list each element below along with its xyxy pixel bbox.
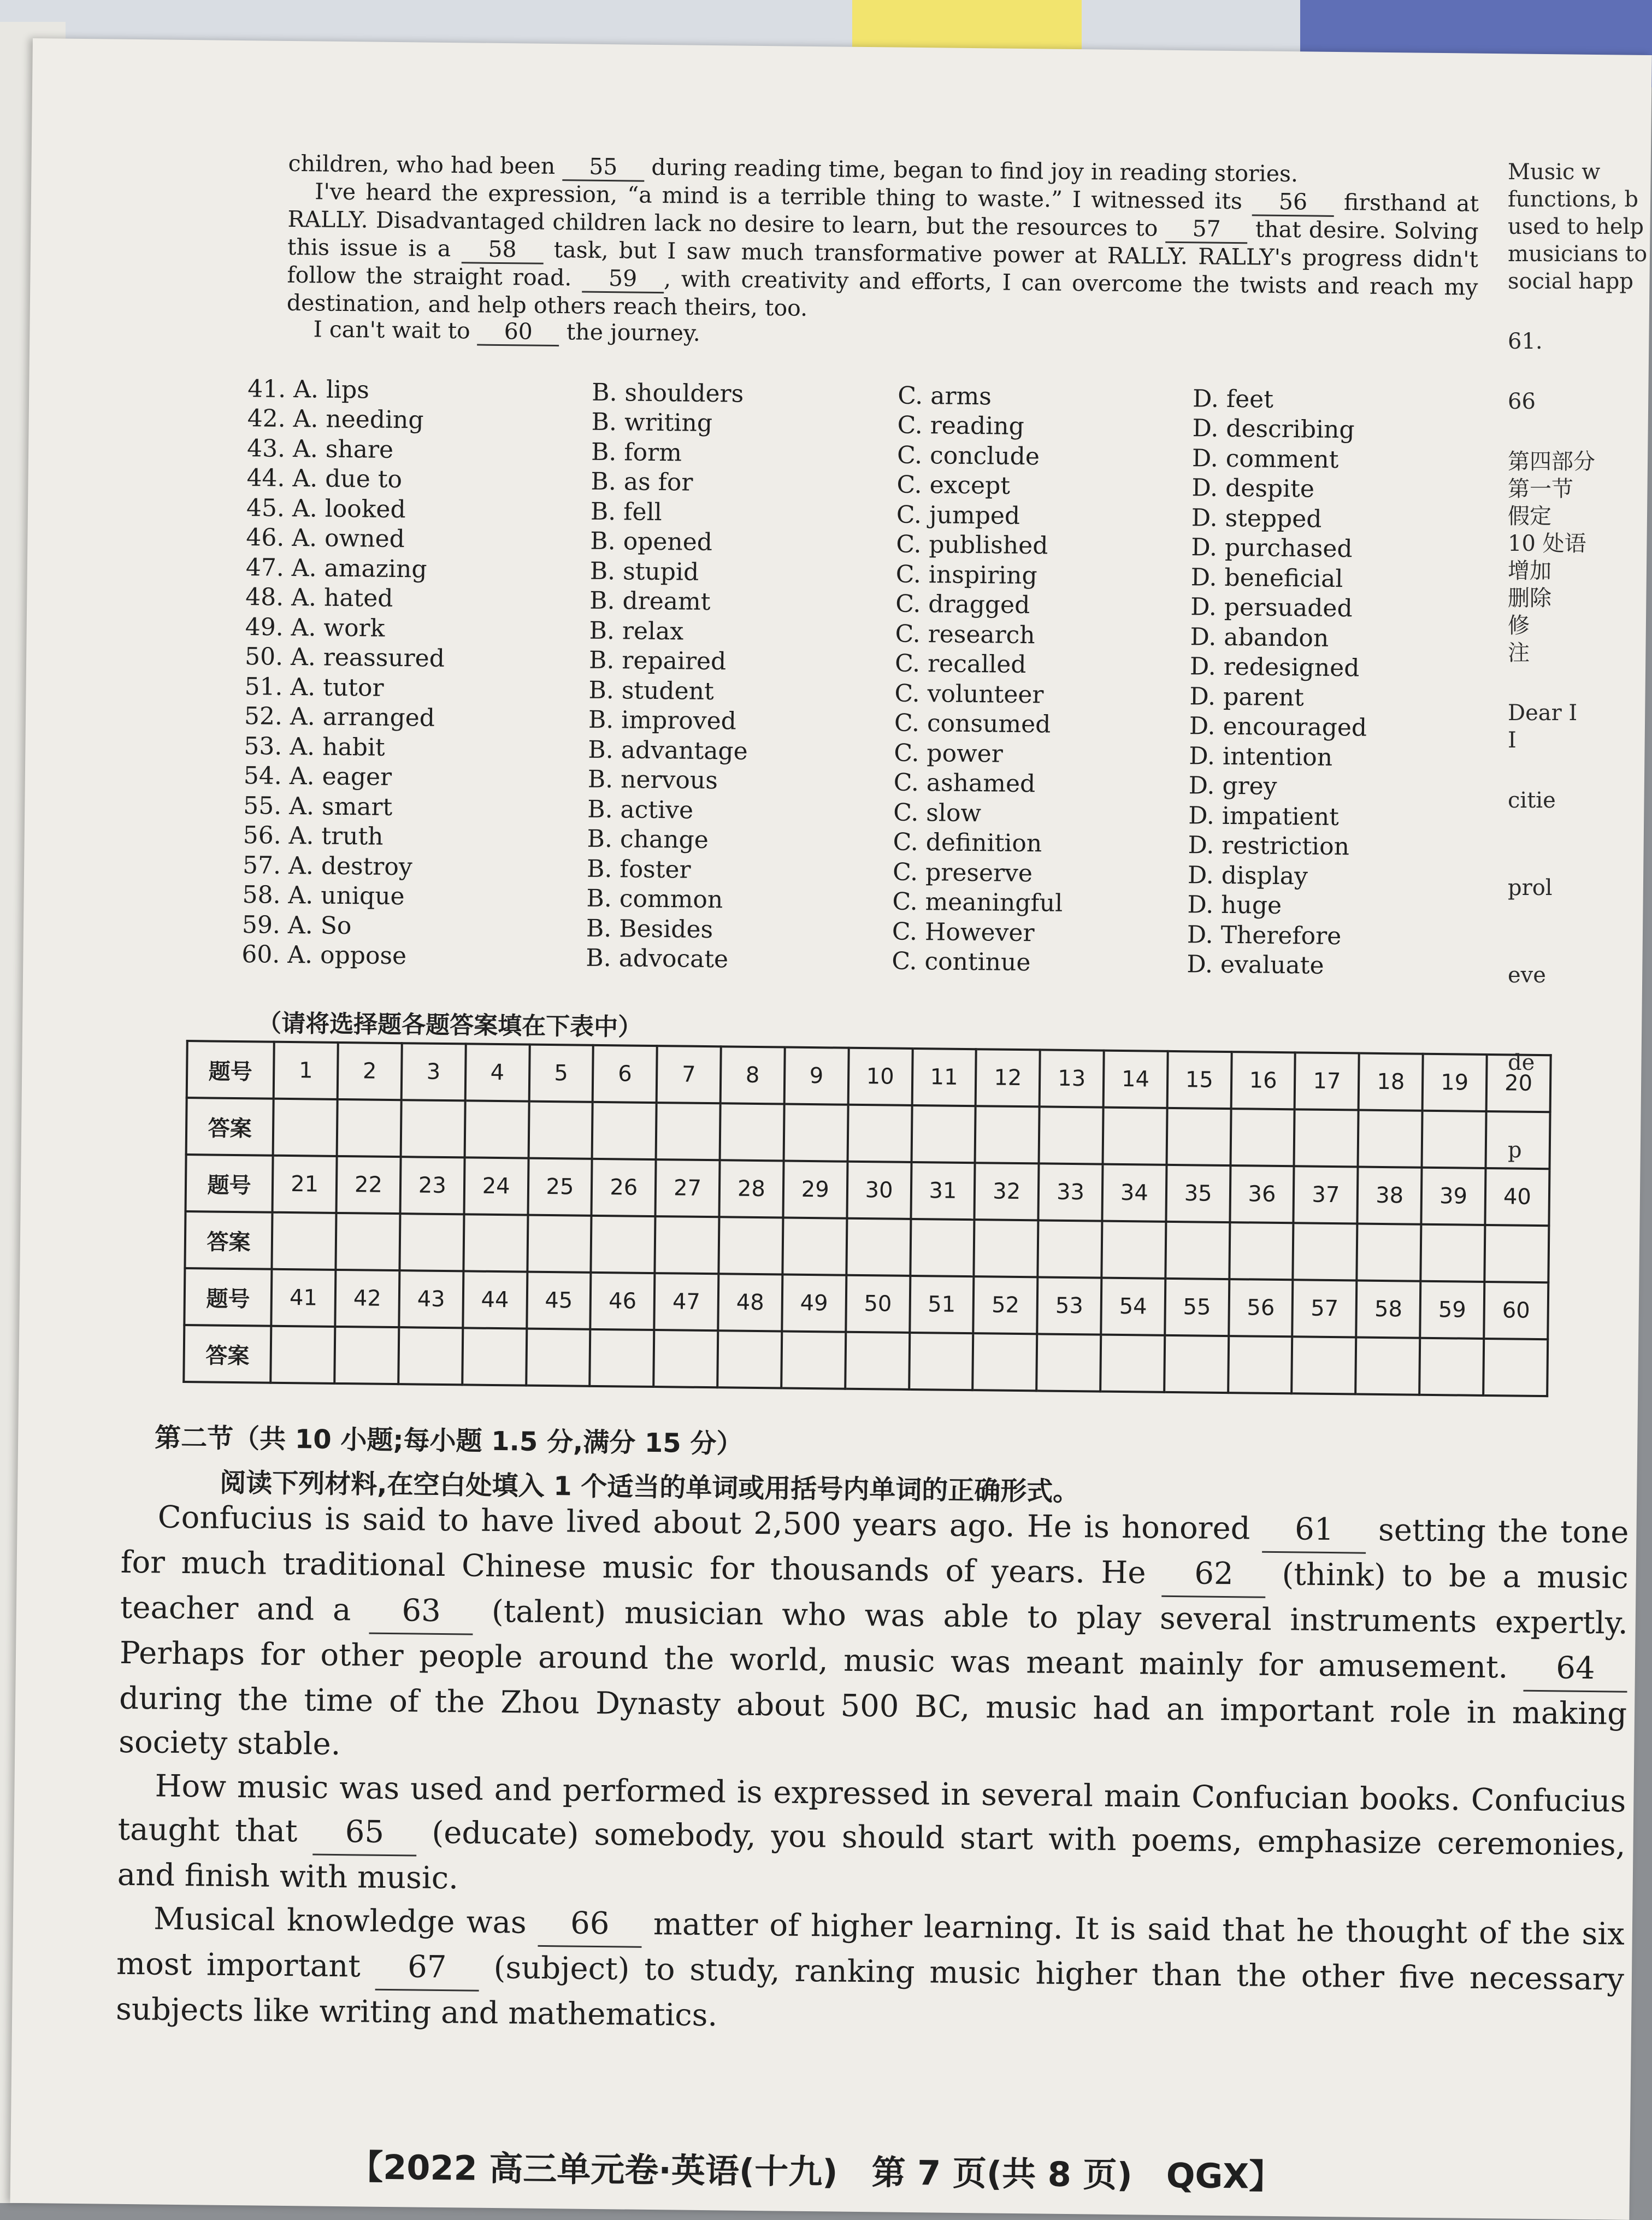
option-d[interactable]: D. describing [1192, 414, 1355, 444]
grammar-fill-passage [116, 1495, 1629, 2047]
grammar-paragraph-2: How music was used and performed is expressed in several main Confucian books. Confucius taught that 65 (educate) somebody, you should start with poems, emphasize ceremonies, and finish with music. [117, 1768, 1626, 1897]
answer-cell[interactable] [911, 1105, 976, 1163]
question-number-cell: 10 [848, 1048, 912, 1105]
option-c[interactable]: C. However [892, 917, 1035, 947]
answer-cell[interactable] [1419, 1338, 1484, 1395]
option-d[interactable]: D. evaluate [1187, 950, 1324, 980]
question-number-cell: 39 [1421, 1168, 1486, 1225]
answer-cell[interactable] [1292, 1336, 1356, 1394]
answer-cell[interactable] [1101, 1221, 1166, 1279]
question-number-cell: 1 [274, 1042, 338, 1099]
answer-cell[interactable] [1422, 1111, 1486, 1168]
question-number-cell: 11 [912, 1049, 976, 1106]
option-b[interactable]: B. change [587, 825, 709, 855]
option-a[interactable]: 42. A. needing [247, 404, 424, 434]
question-number-cell: 12 [976, 1049, 1040, 1106]
option-b[interactable]: B. Besides [586, 914, 713, 944]
option-d[interactable]: D. intention [1189, 741, 1333, 772]
question-number-cell: 5 [529, 1045, 593, 1102]
question-number-cell: 2 [338, 1043, 402, 1100]
answer-cell[interactable] [1229, 1222, 1294, 1280]
option-c[interactable]: C. recalled [894, 649, 1026, 679]
answer-cell[interactable] [1100, 1335, 1165, 1392]
passage-paragraph-2: I've heard the expression, “a mind is a terrible thing to waste.” I witnessed its 56 firsthand at RALLY. Disadvantaged children lack no desire to learn, but the resources to 57 that desire. Solving this issue is a 58 task, but I saw much transformative power at RALLY. RALLY's progress didn't follow the straight road. 59 , with creativity and efforts, I can overcome the twists and reach my destination, and help others reach theirs, too. [286, 178, 1479, 321]
blank-56[interactable]: 56 [1252, 188, 1335, 217]
question-number-cell: 60 [1484, 1282, 1548, 1339]
question-number-cell: 4 [465, 1044, 529, 1101]
cloze-options [241, 374, 1504, 982]
answer-cell[interactable] [1293, 1223, 1358, 1280]
answer-cell[interactable] [398, 1327, 463, 1385]
blank-64[interactable]: 64 [1523, 1646, 1627, 1693]
answer-cell[interactable] [590, 1329, 654, 1387]
question-number-cell: 52 [974, 1276, 1038, 1334]
answer-cell[interactable] [782, 1217, 847, 1275]
question-number-cell: 34 [1102, 1164, 1166, 1222]
answer-cell[interactable] [592, 1102, 657, 1159]
answer-cell[interactable] [337, 1099, 402, 1157]
blank-55[interactable]: 55 [562, 153, 645, 182]
question-number-cell: 3 [402, 1043, 466, 1100]
answer-cell[interactable] [1230, 1109, 1295, 1166]
option-d[interactable]: D. despite [1191, 474, 1315, 503]
question-number-cell: 30 [847, 1162, 911, 1219]
answer-cell[interactable] [846, 1218, 911, 1276]
exam-page [10, 38, 1652, 2220]
fragment-line: 10 处语 [1508, 531, 1586, 556]
question-number-cell: 13 [1040, 1050, 1104, 1107]
answer-cell[interactable] [783, 1104, 848, 1162]
question-number-cell: 37 [1294, 1166, 1358, 1223]
option-a[interactable]: 58. A. unique [242, 881, 405, 911]
answer-cell[interactable] [847, 1105, 912, 1162]
fragment-line: de [1508, 1050, 1535, 1075]
answer-cell[interactable] [1228, 1336, 1293, 1393]
answer-cell[interactable] [1103, 1108, 1167, 1165]
answer-cell[interactable] [591, 1216, 656, 1273]
answer-cell[interactable] [720, 1103, 784, 1161]
option-a[interactable]: 49. A. work [245, 613, 385, 643]
option-a[interactable]: 53. A. habit [244, 732, 385, 762]
option-d[interactable]: D. restriction [1188, 831, 1350, 861]
question-number-cell: 26 [592, 1159, 656, 1216]
answer-cell[interactable] [653, 1330, 718, 1387]
question-number-cell: 59 [1420, 1281, 1484, 1339]
answer-cell[interactable] [781, 1331, 846, 1388]
option-a[interactable]: 47. A. amazing [245, 553, 427, 584]
option-c[interactable]: C. research [895, 620, 1035, 650]
fragment-line: 删除 [1508, 586, 1551, 611]
fragment-line: 66 [1508, 389, 1536, 414]
question-number-cell: 43 [399, 1270, 463, 1328]
question-number-cell: 56 [1229, 1279, 1293, 1336]
option-d[interactable]: D. parent [1189, 682, 1304, 712]
answer-cell[interactable] [1484, 1225, 1549, 1282]
question-number-cell: 57 [1293, 1280, 1357, 1337]
option-a[interactable]: 57. A. destroy [242, 851, 412, 881]
answer-cell[interactable] [462, 1328, 527, 1385]
question-number-cell: 32 [975, 1163, 1039, 1220]
answer-cell[interactable] [270, 1326, 335, 1383]
grammar-paragraph-3: Musical knowledge was 66 matter of higher learning. It is said that he thought of the six most important 67 (subject) to study, ranking music higher than the other five necessary subjects like writing and mathematics. [115, 1901, 1625, 2034]
answer-cell[interactable] [464, 1100, 529, 1158]
answer-cell[interactable] [334, 1327, 399, 1384]
question-number-cell: 38 [1358, 1167, 1422, 1224]
option-c[interactable]: C. published [896, 530, 1048, 560]
option-a[interactable]: 50. A. reassured [244, 643, 445, 673]
question-number-cell: 50 [846, 1275, 910, 1333]
question-number-cell: 53 [1037, 1277, 1101, 1334]
blank-66[interactable]: 66 [538, 1901, 642, 1948]
answer-cell[interactable] [973, 1333, 1037, 1391]
option-d[interactable]: D. abandon [1190, 622, 1329, 652]
fragment-line: Dear I [1508, 700, 1578, 726]
answer-cell[interactable] [526, 1329, 591, 1386]
blank-60[interactable]: 60 [477, 318, 560, 347]
passage-line-1: children, who had been 55 during reading time, began to find joy in reading stories. [288, 150, 1299, 187]
blank-58[interactable]: 58 [461, 235, 544, 264]
option-d[interactable]: D. display [1187, 861, 1308, 891]
answer-cell[interactable] [1355, 1337, 1420, 1394]
option-b[interactable]: B. opened [590, 527, 713, 557]
section-2-title: 第二节（共 10 小题;每小题 1.5 分,满分 15 分） [154, 1422, 743, 1459]
yellow-card-edge [852, 0, 1082, 49]
option-a[interactable]: 55. A. smart [243, 791, 393, 821]
answer-header: 答案 [185, 1211, 272, 1269]
fragment-line: eve [1508, 963, 1546, 988]
option-b[interactable]: B. nervous [587, 765, 718, 795]
option-b[interactable]: B. improved [588, 705, 737, 735]
fragment-line: Music w [1508, 160, 1601, 185]
question-number-cell: 40 [1485, 1168, 1549, 1226]
option-d[interactable]: D. comment [1191, 444, 1339, 474]
question-number-cell: 14 [1104, 1051, 1168, 1108]
question-number-cell: 45 [527, 1272, 591, 1329]
question-number-cell: 54 [1101, 1278, 1165, 1335]
option-a[interactable]: 51. A. tutor [244, 672, 384, 702]
passage-paragraph-3: I can't wait to 60 the journey. [313, 316, 701, 346]
option-b[interactable]: B. fell [590, 497, 663, 526]
option-b[interactable]: B. as for [591, 467, 693, 497]
option-d[interactable]: D. beneficial [1190, 563, 1343, 593]
option-d[interactable]: D. purchased [1191, 533, 1353, 563]
option-d[interactable]: D. huge [1187, 891, 1282, 920]
question-number-cell: 7 [657, 1046, 721, 1103]
fragment-line: 修 [1508, 613, 1530, 638]
question-number-cell: 16 [1231, 1052, 1295, 1109]
question-number-cell: 22 [337, 1156, 401, 1214]
fragment-line: 假定 [1508, 504, 1551, 529]
option-c[interactable]: C. continue [892, 947, 1031, 977]
option-a[interactable]: 44. A. due to [246, 464, 403, 494]
question-number-cell: 36 [1230, 1165, 1294, 1223]
fragment-line: prol [1508, 875, 1553, 900]
answer-cell[interactable] [717, 1330, 782, 1388]
option-b[interactable]: B. common [586, 884, 723, 914]
option-a[interactable]: 43. A. share [246, 434, 394, 464]
question-number-cell: 48 [718, 1274, 782, 1331]
answer-cell[interactable] [1038, 1220, 1102, 1277]
question-number-header: 题号 [184, 1268, 272, 1326]
option-b[interactable]: B. dreamt [589, 586, 711, 616]
answer-cell[interactable] [272, 1212, 337, 1270]
fragment-line: citie [1508, 788, 1556, 813]
option-d[interactable]: D. feet [1192, 385, 1274, 414]
answer-cell[interactable] [975, 1106, 1040, 1163]
fragment-line: functions, b [1508, 187, 1639, 212]
option-a[interactable]: 56. A. truth [243, 821, 384, 851]
option-c[interactable]: C. volunteer [894, 679, 1044, 709]
fragment-line: 第一节 [1508, 476, 1573, 502]
option-b[interactable]: B. advocate [586, 944, 729, 974]
section-2-instruction: 阅读下列材料,在空白处填入 1 个适当的单词或用括号内单词的正确形式。 [220, 1467, 1079, 1508]
option-a[interactable]: 59. A. So [241, 910, 352, 940]
blank-59[interactable]: 59 [582, 265, 664, 294]
blank-57[interactable]: 57 [1165, 215, 1248, 244]
option-c[interactable]: C. ashamed [893, 768, 1036, 798]
option-b[interactable]: B. writing [591, 408, 713, 438]
question-number-cell: 27 [656, 1159, 720, 1217]
option-c[interactable]: C. slow [893, 798, 982, 828]
blank-62[interactable]: 62 [1162, 1552, 1266, 1598]
answer-cell[interactable] [1483, 1339, 1548, 1396]
answer-cell[interactable] [463, 1214, 528, 1271]
option-c[interactable]: C. arms [897, 381, 992, 411]
option-c[interactable]: C. conclude [896, 441, 1040, 471]
option-b[interactable]: B. active [587, 795, 694, 825]
fragment-line: 61. [1508, 329, 1543, 354]
option-c[interactable]: C. reading [897, 411, 1025, 441]
option-a[interactable]: 41. A. lips [247, 374, 370, 404]
option-a[interactable]: 60. A. oppose [241, 940, 407, 970]
question-number-cell: 9 [784, 1047, 848, 1105]
option-d[interactable]: D. grey [1188, 772, 1277, 801]
answer-cell[interactable] [655, 1216, 719, 1274]
question-number-header: 题号 [186, 1155, 273, 1212]
question-number-cell: 31 [911, 1162, 975, 1220]
question-number-cell: 24 [464, 1157, 528, 1215]
option-b[interactable]: B. repaired [588, 646, 727, 676]
page-footer: 【2022 高三单元卷·英语(十九) 第 7 页(共 8 页) QGX】 [349, 2147, 1283, 2197]
question-number-cell: 15 [1167, 1051, 1231, 1109]
question-number-cell: 29 [783, 1161, 847, 1218]
option-a[interactable]: 45. A. looked [246, 493, 406, 523]
answer-cell[interactable] [528, 1102, 593, 1159]
option-d[interactable]: D. encouraged [1189, 712, 1367, 742]
option-b[interactable]: B. advantage [588, 735, 748, 765]
question-number-cell: 47 [654, 1273, 718, 1330]
option-a[interactable]: 48. A. hated [245, 583, 393, 613]
option-b[interactable]: B. relax [589, 616, 684, 646]
answer-cell[interactable] [909, 1333, 974, 1390]
question-number-header: 题号 [187, 1041, 274, 1099]
option-b[interactable]: B. form [591, 438, 682, 467]
question-number-cell: 18 [1359, 1053, 1423, 1111]
answer-table-note: （请将选择题各题答案填在下表中） [257, 1009, 642, 1041]
answer-cell[interactable] [1420, 1224, 1485, 1282]
option-c[interactable]: C. consumed [894, 709, 1051, 739]
answer-cell[interactable] [273, 1099, 338, 1156]
fragment-line: I [1508, 728, 1517, 753]
answer-header: 答案 [186, 1098, 274, 1156]
option-d[interactable]: D. redesigned [1189, 652, 1360, 682]
question-number-cell: 20 [1486, 1055, 1551, 1112]
question-number-cell: 6 [593, 1045, 657, 1103]
question-number-cell: 41 [272, 1269, 336, 1327]
option-d[interactable]: D. stepped [1191, 504, 1322, 533]
answer-cell[interactable] [1166, 1108, 1231, 1165]
option-d[interactable]: D. Therefore [1187, 920, 1342, 950]
question-number-cell: 44 [463, 1271, 527, 1328]
option-b[interactable]: B. shoulders [592, 378, 744, 408]
question-number-cell: 35 [1166, 1165, 1230, 1222]
option-c[interactable]: C. power [894, 739, 1004, 768]
blank-61[interactable]: 61 [1262, 1508, 1366, 1554]
answer-cell[interactable] [1165, 1222, 1230, 1279]
answer-table [182, 1040, 1551, 1397]
question-number-cell: 21 [273, 1156, 337, 1213]
option-c[interactable]: C. definition [893, 828, 1042, 858]
blank-67[interactable]: 67 [375, 1945, 479, 1992]
answer-cell[interactable] [718, 1217, 783, 1274]
option-c[interactable]: C. except [896, 470, 1011, 500]
answer-cell[interactable] [974, 1220, 1039, 1277]
answer-cell[interactable] [400, 1100, 465, 1157]
answer-cell[interactable] [910, 1219, 975, 1276]
question-number-cell: 51 [910, 1276, 974, 1333]
fragment-line: social happ [1508, 269, 1633, 294]
answer-cell[interactable] [335, 1213, 400, 1270]
answer-cell[interactable] [1039, 1106, 1104, 1164]
option-c[interactable]: C. dragged [895, 590, 1030, 620]
answer-header: 答案 [184, 1325, 271, 1383]
option-d[interactable]: D. persuaded [1190, 593, 1353, 623]
option-c[interactable]: C. jumped [896, 500, 1020, 530]
question-number-cell: 58 [1356, 1281, 1421, 1338]
grammar-paragraph-1: Confucius is said to have lived about 2,500 years ago. He is honored 61 setting the tone for much traditional Chinese music for thousands of years. He 62 (think) to be a music teacher and a 63 (talent) musician who was able to play several instruments expertly. Perhaps for other people around the world, music was meant mainly for amusement. 64 during the time of the Zhou Dynasty about 500 BC, music had an important role in making society stable. [119, 1499, 1629, 1763]
fragment-line: p [1508, 1138, 1522, 1163]
answer-cell[interactable] [527, 1215, 592, 1273]
fragment-line: 注 [1508, 640, 1530, 666]
question-number-cell: 28 [719, 1160, 783, 1217]
question-number-cell: 49 [782, 1274, 846, 1332]
answer-cell[interactable] [656, 1103, 721, 1160]
question-number-cell: 8 [721, 1046, 785, 1104]
option-b[interactable]: B. stupid [589, 557, 699, 586]
question-number-cell: 33 [1039, 1163, 1103, 1221]
question-number-cell: 25 [528, 1158, 592, 1216]
answer-cell[interactable] [1036, 1334, 1101, 1391]
answer-cell[interactable] [399, 1214, 464, 1271]
answer-cell[interactable] [1357, 1224, 1421, 1281]
answer-cell[interactable] [1358, 1110, 1423, 1168]
answer-cell[interactable] [1164, 1335, 1229, 1393]
answer-cell[interactable] [845, 1332, 910, 1389]
cloze-passage-end [286, 150, 1479, 356]
fragment-line: musicians to [1508, 242, 1648, 267]
option-c[interactable]: C. meaningful [892, 887, 1063, 918]
option-a[interactable]: 46. A. owned [246, 523, 405, 553]
question-number-cell: 19 [1423, 1054, 1487, 1111]
question-number-cell: 42 [335, 1270, 399, 1327]
fragment-line: 第四部分 [1508, 449, 1595, 474]
option-a[interactable]: 54. A. eager [243, 762, 392, 792]
option-c[interactable]: C. preserve [892, 858, 1033, 887]
question-number-cell: 46 [591, 1273, 655, 1330]
option-a[interactable]: 52. A. arranged [244, 702, 435, 733]
adjacent-page-fragment [1508, 158, 1650, 1224]
question-number-cell: 23 [400, 1157, 464, 1214]
option-c[interactable]: C. inspiring [895, 560, 1037, 590]
option-b[interactable]: B. foster [586, 855, 691, 884]
option-d[interactable]: D. impatient [1188, 801, 1340, 831]
answer-cell[interactable] [1294, 1109, 1359, 1167]
question-number-cell: 17 [1295, 1052, 1359, 1110]
question-number-cell: 55 [1165, 1279, 1229, 1336]
fragment-line: used to help [1508, 214, 1644, 239]
blank-63[interactable]: 63 [369, 1589, 474, 1635]
option-b[interactable]: B. student [588, 676, 714, 705]
fragment-line: 增加 [1508, 558, 1551, 584]
blank-65[interactable]: 65 [312, 1810, 417, 1857]
